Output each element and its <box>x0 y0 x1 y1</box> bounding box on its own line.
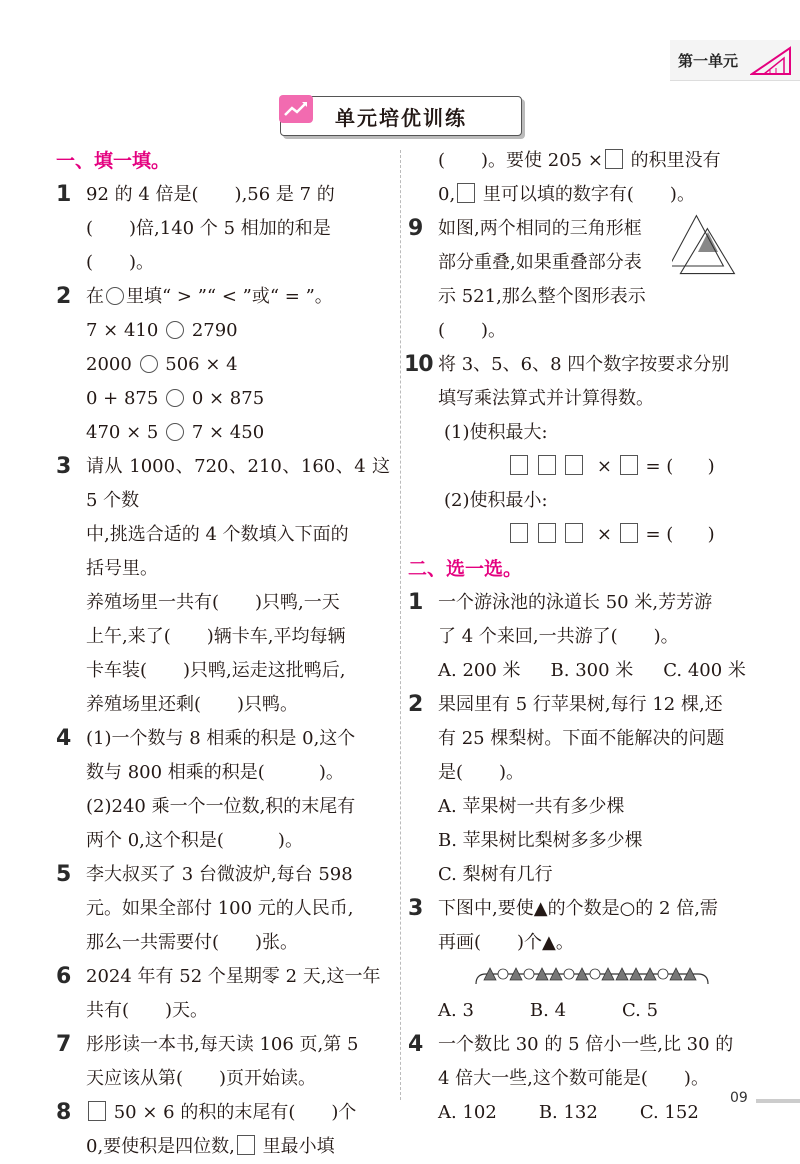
circle-blank[interactable] <box>140 355 158 373</box>
square-blank[interactable] <box>510 523 528 543</box>
square-blank[interactable] <box>620 455 638 475</box>
option-b[interactable]: B. 苹果树比梨树多多少棵 <box>438 830 643 851</box>
question-number: 2 <box>56 284 72 309</box>
circle-blank[interactable] <box>166 389 184 407</box>
option-a[interactable]: A. 200 米 <box>438 660 521 681</box>
q6-line1: 2024 年有 52 个星期零 2 天,这一年 <box>86 966 381 987</box>
question-7 <box>56 1028 390 1096</box>
page-number-bar <box>756 1099 800 1103</box>
c3-post: 的 2 倍,需 <box>635 898 718 919</box>
q9-line4: ( )。 <box>438 320 507 341</box>
circle-icon: ○ <box>619 898 636 919</box>
q3-line4: 养殖场里一共有( )只鸭,一天 <box>86 592 340 613</box>
q3-line6: 卡车装( )只鸭,运走这批鸭后, <box>86 660 346 681</box>
compare-left: 7 × 410 <box>86 320 159 341</box>
option-a[interactable]: A. 102 <box>438 1102 497 1123</box>
question-number: 1 <box>56 182 72 207</box>
square-blank[interactable] <box>620 523 638 543</box>
q8c-pre: ( )。要使 205 × <box>438 150 603 171</box>
q2-prompt-post: 里填“ > ”“ < ”或“ = ”。 <box>126 286 333 307</box>
q7-line1: 彤彤读一本书,每天读 106 页,第 5 <box>86 1034 359 1055</box>
compare-right: 506 × 4 <box>165 354 238 375</box>
option-a[interactable]: A. 苹果树一共有多少棵 <box>438 796 625 817</box>
c4-line1: 一个数比 30 的 5 倍小一些,比 30 的 <box>438 1034 734 1055</box>
q10-sub1: (1)使积最大: <box>444 422 548 443</box>
q2-prompt <box>86 280 390 314</box>
q10-line1: 将 3、5、6、8 四个数字按要求分别 <box>438 354 730 375</box>
square-blank[interactable] <box>88 1101 106 1121</box>
q3-line1: 请从 1000、720、210、160、4 这 5 个数 <box>86 456 390 511</box>
option-c[interactable]: C. 5 <box>622 1000 659 1021</box>
question-number: 5 <box>56 862 72 887</box>
c4-options <box>412 1096 752 1130</box>
c3-line2-post: 。 <box>555 932 574 953</box>
c2-line3: 是( )。 <box>438 762 525 783</box>
question-number: 10 <box>404 352 433 377</box>
option-a[interactable]: A. 3 <box>438 1000 474 1021</box>
q3-line3: 括号里。 <box>86 558 158 579</box>
c1-line1: 一个游泳池的泳道长 50 米,芳芳游 <box>438 592 713 613</box>
section-title <box>280 96 522 136</box>
q9-line1: 如图,两个相同的三角形框 <box>438 218 642 239</box>
q8c2-pre: 0, <box>438 184 456 205</box>
q8c2-post: 里可以填的数字有( )。 <box>477 184 695 205</box>
q8-line2-pre: 0,要使积是四位数, <box>86 1136 235 1157</box>
q8-line2-post: 里最小填 <box>256 1136 335 1157</box>
page-number <box>720 1090 800 1112</box>
q3-line5: 上午,来了( )辆卡车,平均每辆 <box>86 626 346 647</box>
question-3 <box>56 450 390 722</box>
square-blank[interactable] <box>237 1135 255 1155</box>
question-number: 1 <box>408 590 424 615</box>
part2-heading: 二、选一选。 <box>408 558 523 580</box>
part1-heading: 一、填一填。 <box>56 150 171 172</box>
choice-question-3 <box>408 892 752 960</box>
triangle-icon: ▲ <box>533 898 548 919</box>
page-number-text: 09 <box>730 1090 748 1106</box>
choice-question-2 <box>408 688 752 790</box>
c3-mid: 的个数是 <box>547 898 620 919</box>
compare-right: 2790 <box>191 320 238 341</box>
circle-blank[interactable] <box>106 287 124 305</box>
triangle-icon: ▲ <box>542 932 556 953</box>
q3-line7: 养殖场里还剩( )只鸭。 <box>86 694 299 715</box>
q2-prompt-pre: 在 <box>86 286 104 307</box>
compare-item <box>86 348 390 382</box>
choice-question-1 <box>408 586 752 654</box>
c4-line2: 4 倍大一些,这个数可能是( )。 <box>438 1068 709 1089</box>
shape-sequence <box>412 960 752 994</box>
q5-line2: 元。如果全部付 100 元的人民币, <box>86 898 354 919</box>
question-number: 3 <box>56 454 72 479</box>
question-5 <box>56 858 390 960</box>
q8-continued-line1 <box>412 144 752 178</box>
c3-options <box>412 994 752 1028</box>
q8c-post: 的积里没有 <box>624 150 721 171</box>
q4-line2: 数与 800 相乘的积是( )。 <box>86 762 344 783</box>
c3-line2-pre: 再画( )个 <box>438 932 543 953</box>
option-b[interactable]: B. 300 米 <box>550 660 634 681</box>
q5-line1: 李大叔买了 3 台微波炉,每台 598 <box>86 864 353 885</box>
q10-eq1: × = ( ) <box>438 450 752 484</box>
q4-line3: (2)240 乘一个一位数,积的末尾有 <box>86 796 356 817</box>
question-number: 9 <box>408 216 424 241</box>
section-title-text: 单元培优训练 <box>335 106 467 130</box>
square-blank[interactable] <box>565 523 583 543</box>
c3-line1 <box>438 892 752 926</box>
q10-line2: 填写乘法算式并计算得数。 <box>438 388 654 409</box>
compare-item <box>86 314 390 348</box>
c3-line2 <box>438 926 752 960</box>
q1-line1: 92 的 4 倍是( ),56 是 7 的 <box>86 184 335 205</box>
square-blank[interactable] <box>565 455 583 475</box>
triangle-ruler-icon <box>750 44 794 76</box>
right-column <box>404 144 752 1130</box>
q1-line3: ( )。 <box>86 252 155 273</box>
q4-line1: (1)一个数与 8 相乘的积是 0,这个 <box>86 728 356 749</box>
overlapping-triangles-figure <box>672 214 744 286</box>
unit-tag <box>670 40 800 81</box>
question-number: 8 <box>56 1100 72 1125</box>
circle-blank[interactable] <box>166 321 184 339</box>
question-number: 4 <box>56 726 72 751</box>
option-c[interactable]: C. 400 米 <box>663 660 746 681</box>
q8-line1-text: 50 × 6 的积的末尾有( )个 <box>108 1102 357 1123</box>
left-column <box>56 144 390 1164</box>
triangles-circles-figure <box>472 960 712 990</box>
compare-left: 0 + 875 <box>86 388 159 409</box>
compare-left: 2000 <box>86 354 132 375</box>
question-number: 4 <box>408 1032 424 1057</box>
c2-line1: 果园里有 5 行苹果树,每行 12 棵,还 <box>438 694 723 715</box>
q1-line2: ( )倍,140 个 5 相加的和是 <box>86 218 331 239</box>
column-divider <box>400 150 401 1100</box>
choice-question-4 <box>408 1028 752 1096</box>
question-4 <box>56 722 390 858</box>
q8-line1 <box>86 1096 390 1130</box>
q7-line2: 天应该从第( )页开始读。 <box>86 1068 317 1089</box>
question-number: 7 <box>56 1032 72 1057</box>
compare-item <box>86 416 390 450</box>
compare-left: 470 × 5 <box>86 422 159 443</box>
question-number: 2 <box>408 692 424 717</box>
question-number: 6 <box>56 964 72 989</box>
c1-options <box>412 654 752 688</box>
square-blank[interactable] <box>457 183 475 203</box>
question-number: 3 <box>408 896 424 921</box>
c1-line2: 了 4 个来回,一共游了( )。 <box>438 626 679 647</box>
q6-line2: 共有( )天。 <box>86 1000 209 1021</box>
q5-line3: 那么一共需要付( )张。 <box>86 932 299 953</box>
option-b[interactable]: B. 4 <box>529 1000 567 1021</box>
square-blank[interactable] <box>538 455 556 475</box>
q9-line3: 示 521,那么整个图形表示 <box>438 286 646 307</box>
square-blank[interactable] <box>510 455 528 475</box>
question-8 <box>56 1096 390 1164</box>
c2-line2: 有 25 棵梨树。下面不能解决的问题 <box>438 728 725 749</box>
q8-line2 <box>86 1130 390 1164</box>
q9-line2: 部分重叠,如果重叠部分表 <box>438 252 642 273</box>
circle-blank[interactable] <box>166 423 184 441</box>
question-6 <box>56 960 390 1028</box>
option-c[interactable]: C. 梨树有几行 <box>438 864 553 885</box>
compare-right: 7 × 450 <box>191 422 265 443</box>
compare-item <box>86 382 390 416</box>
option-c[interactable]: C. 152 <box>639 1102 699 1123</box>
question-1 <box>56 178 390 280</box>
q10-eq2: × = ( ) <box>438 518 752 552</box>
q3-line2: 中,挑选合适的 4 个数填入下面的 <box>86 524 349 545</box>
c3-pre: 下图中,要使 <box>438 898 534 919</box>
square-blank[interactable] <box>605 149 623 169</box>
q4-line4: 两个 0,这个积是( )。 <box>86 830 303 851</box>
unit-label: 第一单元 <box>678 52 739 70</box>
q8-continued-line2 <box>412 178 752 212</box>
option-b[interactable]: B. 132 <box>538 1102 598 1123</box>
question-10 <box>404 348 752 552</box>
question-2 <box>56 280 390 450</box>
square-blank[interactable] <box>538 523 556 543</box>
q10-sub2: (2)使积最小: <box>444 490 548 511</box>
compare-right: 0 × 875 <box>191 388 265 409</box>
